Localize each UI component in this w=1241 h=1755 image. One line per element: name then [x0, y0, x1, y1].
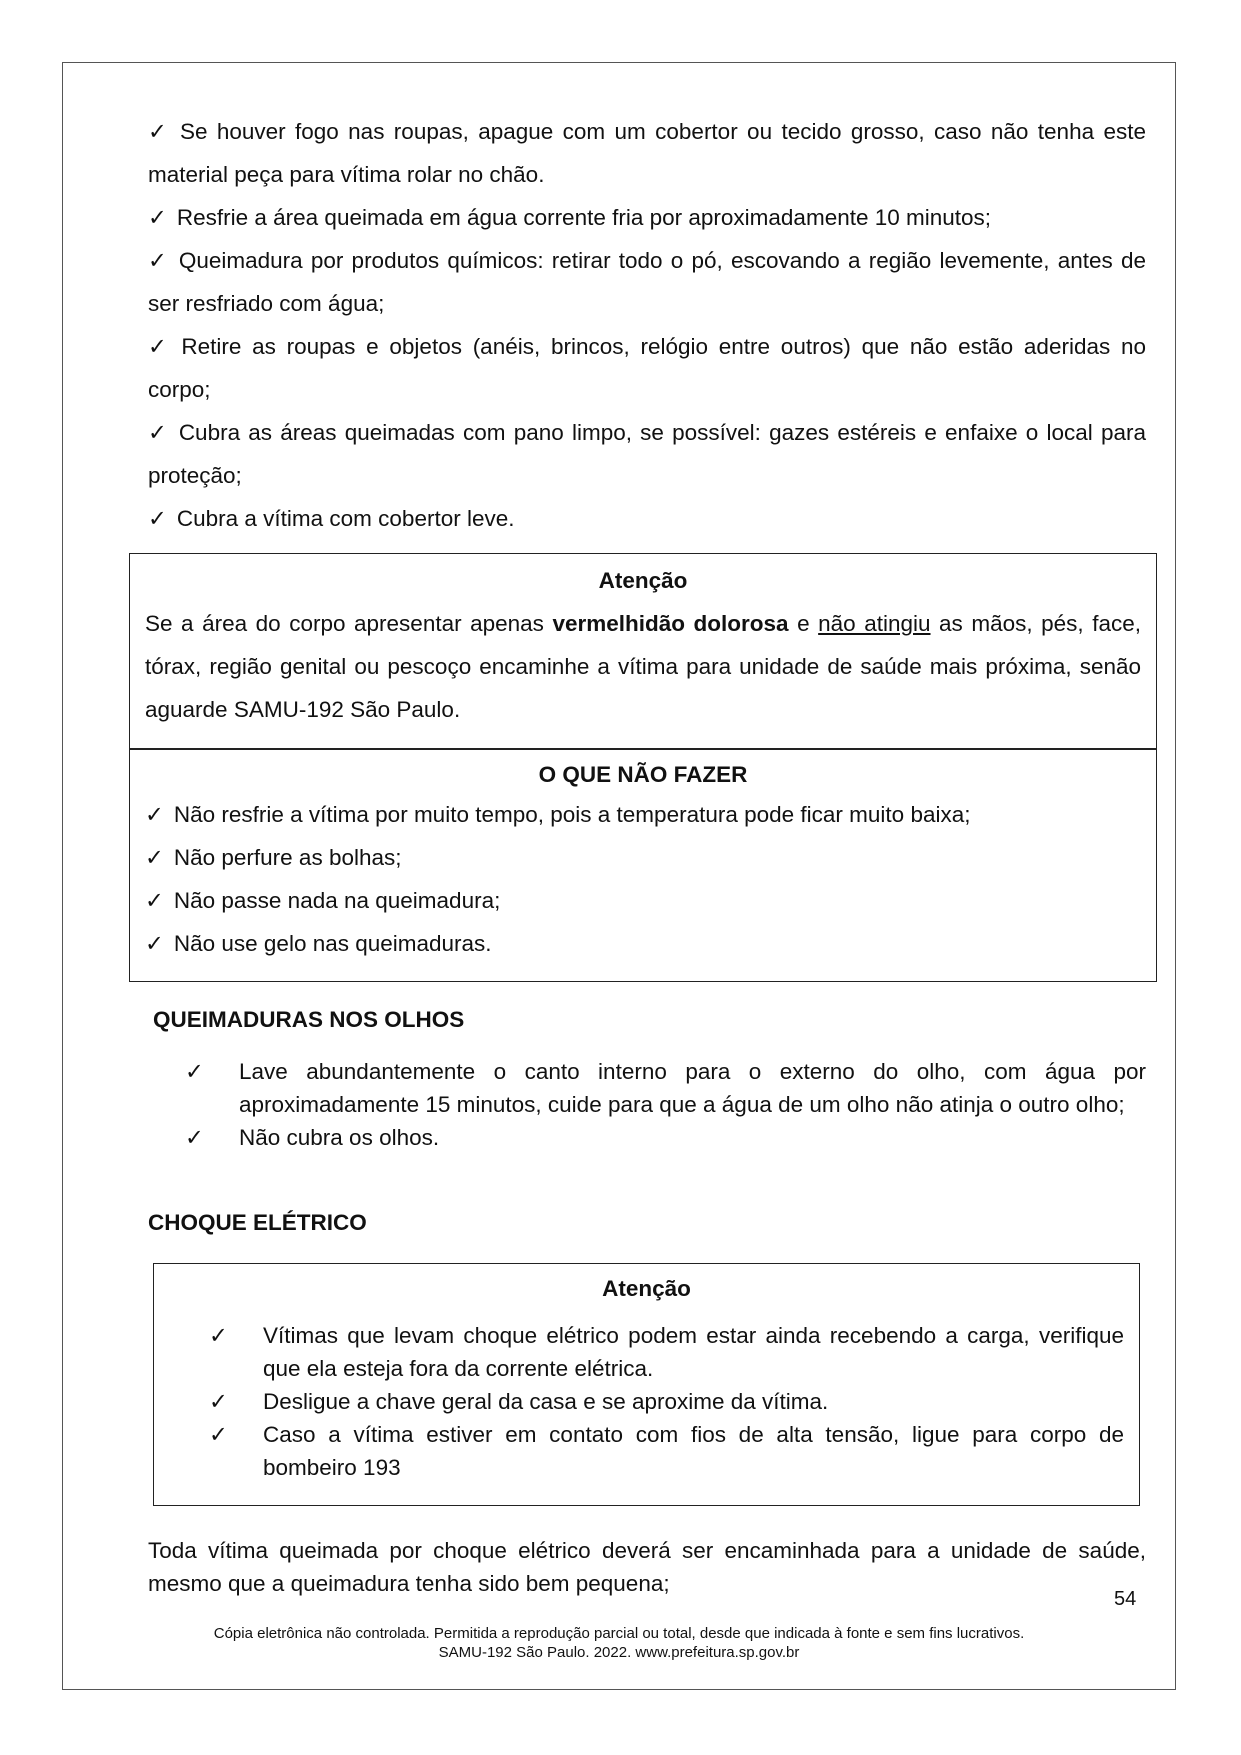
list-item: ✓ Não resfrie a vítima por muito tempo, pois a temperatura pode ficar muito baixa;: [145, 802, 971, 827]
check-icon: ✓: [145, 931, 164, 956]
list-item: ✓ Não use gelo nas queimaduras.: [145, 931, 492, 956]
list-item: ✓ Não cubra os olhos.: [185, 1121, 1146, 1154]
attention-text: Se a área do corpo apresentar apenas vermelhidão dolorosa e não atingiu as mãos, pés, face, tórax, região genital ou pescoço encaminhe a vítima para unidade de saúde mais próxima, senão aguarde SAMU-192 São Paulo.: [145, 611, 1141, 722]
shock-list: [209, 1319, 1124, 1484]
attention-box: [129, 553, 1157, 750]
check-icon: ✓: [185, 1059, 204, 1084]
check-icon: ✓: [145, 845, 164, 870]
list-item: ✓ Caso a vítima estiver em contato com fios de alta tensão, ligue para corpo de bombeiro 193: [209, 1418, 1124, 1484]
check-icon: ✓: [148, 420, 169, 445]
first-aid-list: [148, 110, 1146, 540]
footer-line-2: SAMU-192 São Paulo. 2022. www.prefeitura.sp.gov.br: [438, 1644, 800, 1661]
check-icon: ✓: [148, 205, 167, 230]
shock-heading: CHOQUE ELÉTRICO: [148, 1210, 367, 1235]
check-icon: ✓: [145, 888, 164, 913]
eyes-heading: QUEIMADURAS NOS OLHOS: [153, 1007, 465, 1032]
dont-do-list: [145, 793, 1141, 965]
shock-attention-title: Atenção: [602, 1276, 691, 1301]
attention-title: Atenção: [598, 568, 688, 593]
shock-attention-box: [153, 1263, 1140, 1506]
check-icon: ✓: [148, 506, 167, 531]
check-icon: ✓: [209, 1422, 228, 1447]
check-icon: ✓: [209, 1323, 228, 1348]
list-item: ✓ Resfrie a área queimada em água corrente fria por aproximadamente 10 minutos;: [148, 205, 992, 230]
list-item: ✓ Cubra as áreas queimadas com pano limpo, se possível: gazes estéreis e enfaixe o local para proteção;: [148, 420, 1147, 488]
list-item: ✓ Cubra a vítima com cobertor leve.: [148, 506, 515, 531]
check-icon: ✓: [148, 334, 172, 359]
check-icon: ✓: [148, 119, 170, 144]
check-icon: ✓: [145, 802, 164, 827]
page-number: 54: [1114, 1588, 1137, 1610]
dont-do-box: [129, 748, 1157, 982]
list-item: ✓ Se houver fogo nas roupas, apague com um cobertor ou tecido grosso, caso não tenha este material peça para vítima rolar no chão.: [148, 119, 1146, 187]
check-icon: ✓: [185, 1125, 204, 1150]
list-item: ✓ Lave abundantemente o canto interno para o externo do olho, com água por aproximadamente 15 minutos, cuide para que a água de um olho não atinja o outro olho;: [185, 1055, 1146, 1121]
footer-line-1: Cópia eletrônica não controlada. Permitida a reprodução parcial ou total, desde que indicada à fonte e sem fins lucrativos.: [213, 1625, 1025, 1642]
eyes-list: [185, 1055, 1146, 1154]
list-item: ✓ Não perfure as bolhas;: [145, 845, 402, 870]
dont-do-title: O QUE NÃO FAZER: [538, 762, 748, 787]
list-item: ✓ Queimadura por produtos químicos: retirar todo o pó, escovando a região levemente, antes de ser resfriado com água;: [148, 248, 1146, 316]
list-item: ✓ Retire as roupas e objetos (anéis, brincos, relógio entre outros) que não estão aderidas no corpo;: [148, 334, 1146, 402]
check-icon: ✓: [209, 1389, 228, 1414]
check-icon: ✓: [148, 248, 169, 273]
shock-closing-text: Toda vítima queimada por choque elétrico deverá ser encaminhada para a unidade de saúde, mesmo que a queimadura tenha sido bem pequena;: [148, 1538, 1146, 1596]
list-item: ✓ Desligue a chave geral da casa e se aproxime da vítima.: [209, 1385, 1124, 1418]
list-item: ✓ Não passe nada na queimadura;: [145, 888, 501, 913]
list-item: ✓ Vítimas que levam choque elétrico podem estar ainda recebendo a carga, verifique que ela esteja fora da corrente elétrica.: [209, 1319, 1124, 1385]
